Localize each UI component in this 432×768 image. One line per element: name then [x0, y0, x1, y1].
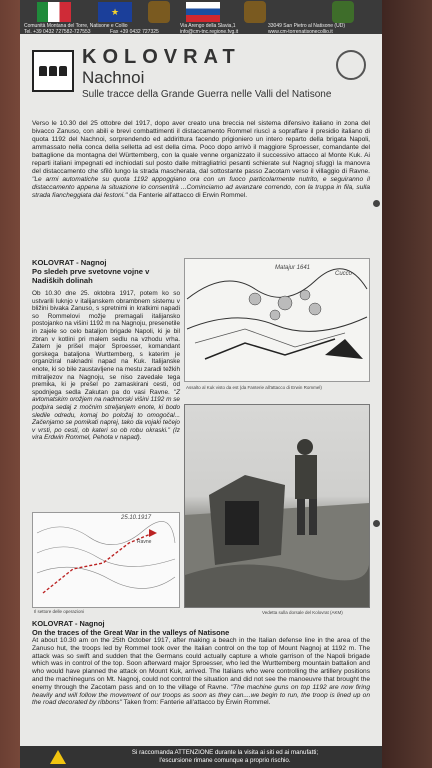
footer-line-2: l'escursione rimane comunque a proprio rischio.: [159, 757, 291, 764]
photo-caption: Vedetta sulla dorsale del Kolovrat (AKM): [262, 610, 343, 615]
english-quote: "The machine guns on top 1192 are now firing heavily and will follow the movement of our troops as soon as they can....we begin to run, the troop is lined up on the road decorated by ribbons": [32, 683, 370, 707]
warning-icon: [50, 750, 66, 764]
italy-flag-icon: [37, 2, 71, 22]
header-address: Via Arengo della Slavia,1: [180, 23, 236, 29]
italian-body: Verso le 10.30 del 25 ottobre del 1917, dopo aver creato una breccia nel sistema difensivo italiano in zona del bivacco Zanuso, con abili e brevi combattimenti il distaccamento Rommel riuscì a sopraffare il presidio italiano di quota 1192 del Nachnoi, sorprendendo ed addirittura facendo prigioniero un intero reparto della brigata Napoli, ammassato nella conca della selletta ad est della cima. Poco dopo arrivò il maggiore Sproesser, comandante del battaglione da montagna del Württemberg, con la quale venne organizzato il successivo attacco al Monte Kuk. Ai reparti italiani impegnati ed inchiodati sul posto dalle mitragliatrici pesanti schierate sul Nagnoj sfuggì la manovra del distaccamento che sfilò lungo la strada mascherata, dal sottostante passo Zacotam verso il villaggio di Ravne.: [32, 120, 370, 175]
header-cap: 33049 San Pietro al Natisone (UD): [268, 23, 345, 29]
sketch-label-cucco: Cucco: [335, 271, 353, 277]
slovene-body: Ob 10.30 dne 25. oktobra 1917, potem ko so ustvarili luknjo v italijanskem obrambnem sistemu v bližini bivaka Zanuso, s spretnimi in kratkimi napadi so Rommelovi možje premagali italijansko postojanko na višini 1192 m na Nagnoju, presenetile in zajele so celo bataljon brigade Napoli, ki je bil zbran v kotlini pri malem sedlu na vzhodu vrha. Zatem je prišel major Sproesser, komandant gorskega bataljona Wurttemberg, s katerim je organiziral naknadni napad na Kuk. Italijanske enote, ki so bile zaustavljene na mestu zaradi težkih mitraljezov na Nagnoju, se niso zavedale tega premika, ki je prešel po zamaskirani cesti, od spodnjega sedla Zakutan pa do vasi Ravne.: [32, 290, 180, 396]
bolt-icon: [373, 200, 380, 207]
map-ravne-label: Ravne: [137, 539, 152, 545]
header-email: info@cm-tnc.regione.fvg.it: [180, 29, 239, 35]
seal-icon: [336, 50, 366, 80]
crest-icon: [148, 1, 170, 23]
crest-icon: [332, 1, 354, 23]
eu-flag-icon: ★: [98, 2, 132, 22]
header-tel: Tel. +39 0432 727582-727553: [24, 29, 91, 35]
english-text: [32, 637, 370, 707]
bolt-icon: [373, 520, 380, 527]
page-subtitle: Nachnoi: [82, 68, 145, 87]
sign-header: [20, 0, 382, 34]
slovene-title: KOLOVRAT - Nagnoj Po sledeh prve svetovne vojne v Nadiških dolinah: [32, 258, 150, 285]
slovenia-flag-icon: [186, 2, 220, 22]
photo-drawing: [185, 405, 369, 607]
crest-icon: [244, 1, 266, 23]
footer-line-1: Si raccomanda ATTENZIONE durante la visita ai siti ed ai manufatti;: [131, 749, 319, 756]
page-tagline: Sulle tracce della Grande Guerra nelle Valli del Natisone: [82, 89, 332, 100]
historic-photo: [184, 404, 370, 608]
italian-text: [32, 120, 370, 200]
map-drawing: [33, 513, 179, 607]
map-date: 25.10.1917: [121, 515, 152, 521]
warning-footer: [20, 746, 382, 768]
header-web: www.cm-torrenatisonecollio.it: [268, 29, 333, 35]
battle-map: [32, 512, 180, 608]
battle-sketch: [184, 258, 370, 382]
header-comunita: Comunità Montana del Torre, Natisone e Collio: [24, 23, 128, 29]
italian-source: da Fanterie all'attacco di Erwin Rommel.: [129, 192, 248, 199]
trail-logo-icon: [32, 50, 74, 92]
slovene-text: [32, 290, 180, 442]
english-body: At about 10.30 am on the 25th October 1917, after making a beach in the Italian defense line in the area of the Zanuso hut, the troops led by Rommel took over the Italian control on the top of Mount Nagnoj at 1192 m. The attack was so swift and sudden that the Germans could actually capture a whole garrison of the Napoli brigade which was in control of the top. Soon afterward major Sproesser, who led the Wurttemberg mountain battalion and who would have planned the attack on Mount Kuk, arrived. The Italians who were controlling the artillery positions and the machineguns on Mt. Nagnoj, could not control the situation and did not see the manoeuvre that brought the enemy through the Zacotam pass and on to the village of Ravne.: [32, 637, 370, 691]
sketch-label-matajur: Matajur 1641: [275, 265, 311, 271]
english-title: KOLOVRAT - Nagnoj On the traces of the Great War in the valleys of Natisone: [32, 619, 230, 637]
sketch-caption: Assalto al Kuk visto da est (da Fanterie all'attacco di Erwin Rommel): [186, 385, 322, 390]
page-title: KOLOVRAT: [82, 46, 241, 68]
english-source: Taken from: Fanterie all'attacco by Erwin Rommel.: [123, 699, 271, 707]
slovene-quote: "Z avtomatskim orožjem na nadmorski višini 1192 m se podpira sedaj z močnim streljanjem enote, ki bodo sledile odredu, komaj bo položaj to omogočal... Začenjamo se pomikati naprej, tako da vojaki tečejo v vrsti, po cesti, ob kateri so ob robu okraski." (Iz vira Erdwin Rommel, Pehota v napad).: [32, 388, 180, 442]
title-area: [32, 44, 370, 116]
header-fax: Fax +39 0432 727325: [110, 29, 159, 35]
map-caption: Il settore delle operazioni: [34, 609, 85, 614]
italian-quote: "Le armi automatiche su quota 1192 appoggiano ora con un fuoco particolarmente nutrito, e seguiranno il distaccamento appena la situazione lo consentirà ...Cominciamo ad avanzare correndo, con la truppa in fila, sulla strada fiancheggiata dai festoni.": [32, 176, 370, 199]
footer-text: [80, 749, 370, 765]
